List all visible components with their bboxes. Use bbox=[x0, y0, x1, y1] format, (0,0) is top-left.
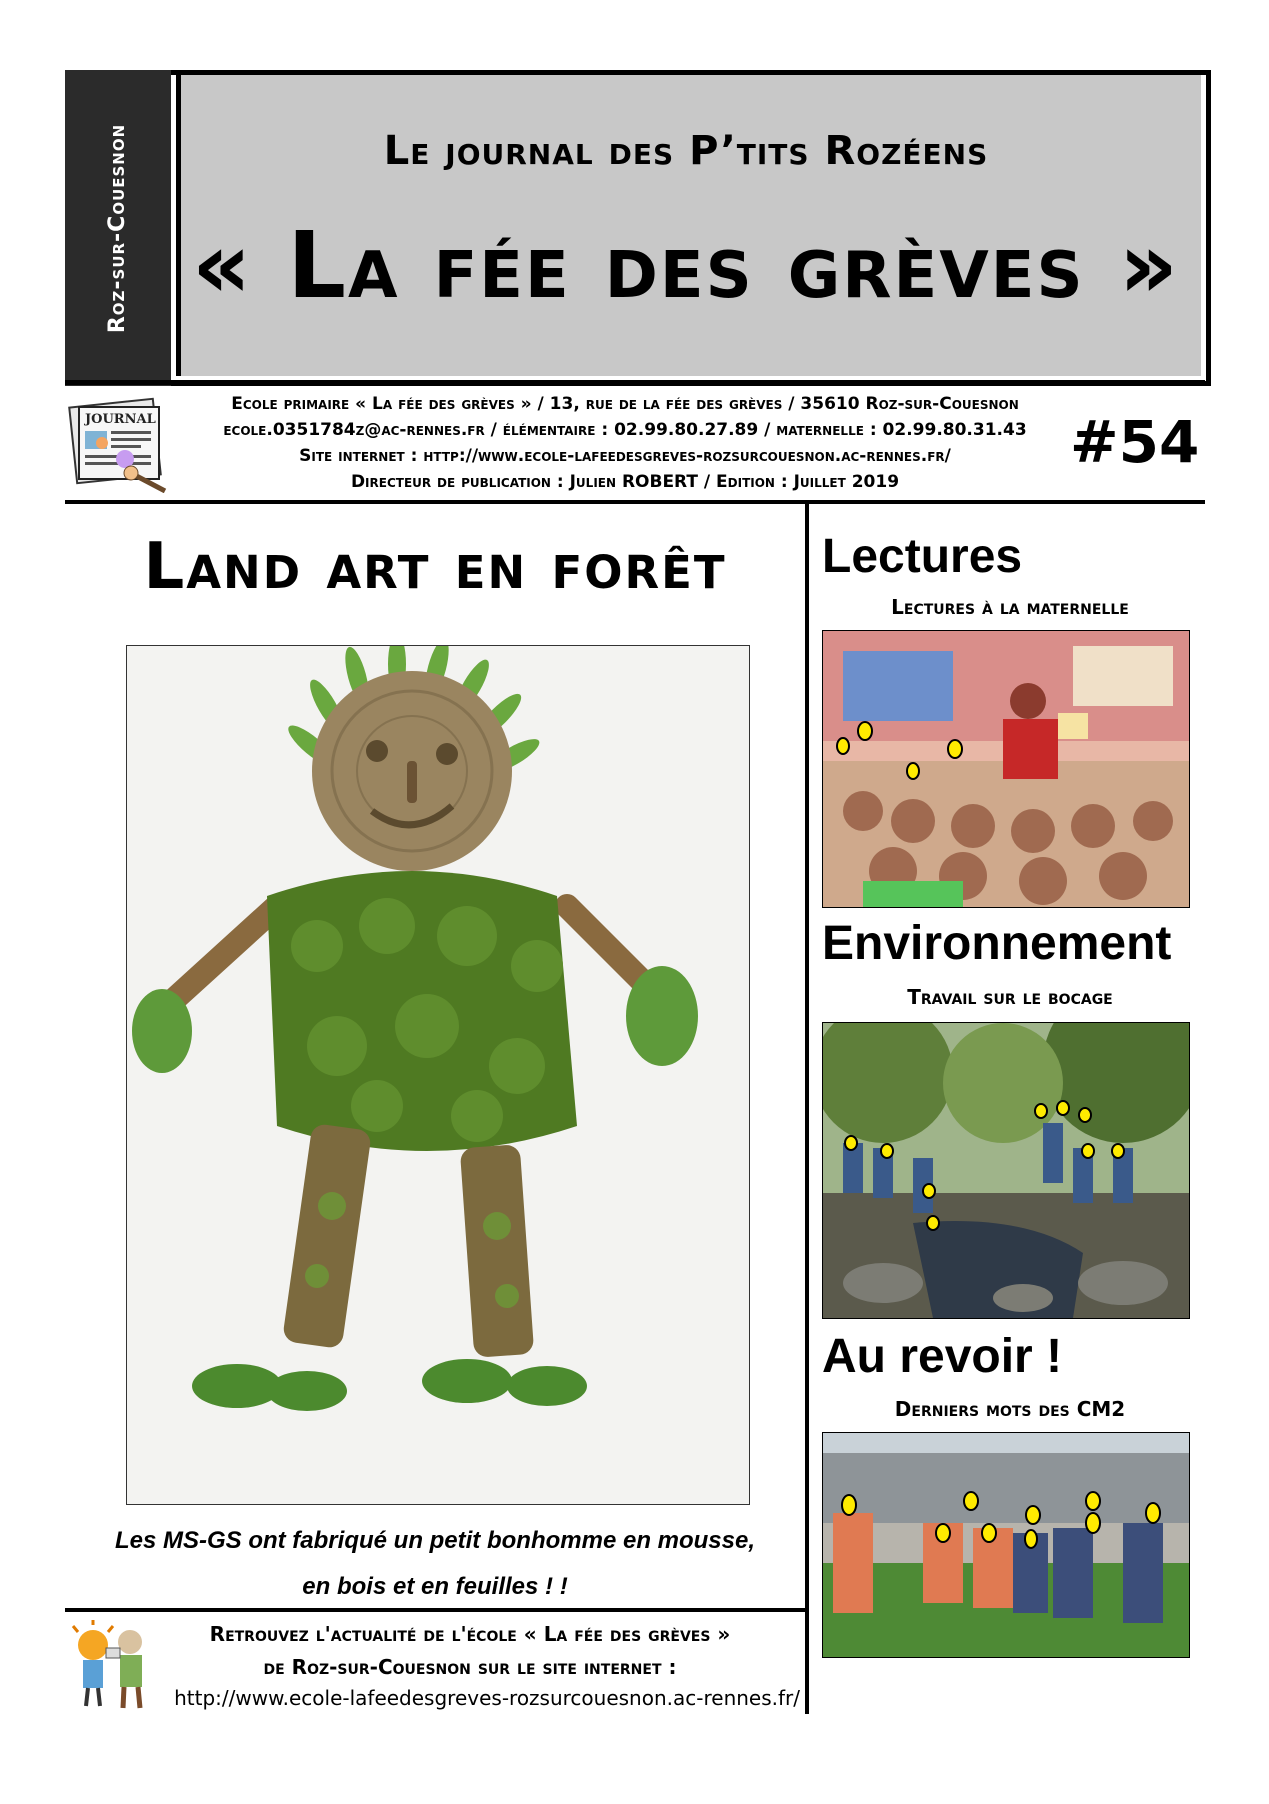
info-line-contact: ecole.0351784z@ac-rennes.fr / élémentaire : 02.99.80.27.89 / maternelle : 02.99.80.31.43 bbox=[223, 420, 1027, 440]
side-label: Roz-sur-Couesnon bbox=[105, 123, 131, 333]
photo-caption bbox=[65, 1518, 805, 1610]
issue-number: #54 bbox=[1070, 408, 1200, 476]
section-title-environnement: Environnement bbox=[822, 917, 1172, 970]
section-subtitle-environnement: Travail sur le bocage bbox=[907, 985, 1113, 1009]
info-line-director: Directeur de publication : Julien ROBERT / Edition : Juillet 2019 bbox=[350, 472, 900, 492]
environnement-photo bbox=[822, 1022, 1190, 1319]
classroom-reading-image bbox=[823, 631, 1189, 907]
caption-line-2: en bois et en feuilles ! ! bbox=[302, 1573, 568, 1600]
newspaper-title: « La fée des grèves » bbox=[191, 212, 1181, 319]
info-line-website[interactable]: Site internet : http://www.ecole-lafeedesgreves-rozsurcouesnon.ac-rennes.fr/ bbox=[299, 446, 951, 466]
lectures-photo bbox=[822, 630, 1190, 908]
section-title-lectures: Lectures bbox=[822, 530, 1023, 583]
land-art-photo bbox=[126, 645, 750, 1505]
caption-line-1: Les MS-GS ont fabriqué un petit bonhomme en mousse, bbox=[114, 1527, 756, 1554]
main-article-title: Land art en forêt bbox=[143, 530, 727, 604]
bocage-stream-image bbox=[823, 1023, 1189, 1318]
side-band bbox=[65, 70, 171, 386]
column-divider bbox=[805, 504, 809, 1714]
header-rule bbox=[65, 380, 1205, 385]
footer-rule bbox=[65, 1608, 805, 1612]
cm2-group-image bbox=[823, 1433, 1189, 1657]
logo-text: JOURNAL bbox=[85, 412, 156, 427]
footer-line-2: de Roz-sur-Couesnon sur le site internet : bbox=[263, 1655, 677, 1679]
footer-website-link[interactable]: http://www.ecole-lafeedesgreves-rozsurcouesnon.ac-rennes.fr/ bbox=[174, 1686, 800, 1710]
moss-figure-image bbox=[127, 646, 749, 1504]
section-subtitle-au-revoir: Derniers mots des CM2 bbox=[894, 1397, 1126, 1421]
journal-line: Le journal des P’tits Rozéens bbox=[383, 128, 989, 174]
footer-line-1: Retrouvez l'actualité de l'école « La fée des grèves » bbox=[209, 1622, 731, 1646]
section-subtitle-lectures: Lectures à la maternelle bbox=[891, 595, 1129, 619]
au-revoir-photo bbox=[822, 1432, 1190, 1658]
section-rule bbox=[65, 500, 1205, 504]
info-line-address: Ecole primaire « La fée des grèves » / 13, rue de la fée des grèves / 35610 Roz-sur-Couesnon bbox=[231, 394, 1019, 414]
section-title-au-revoir: Au revoir ! bbox=[822, 1330, 1063, 1383]
